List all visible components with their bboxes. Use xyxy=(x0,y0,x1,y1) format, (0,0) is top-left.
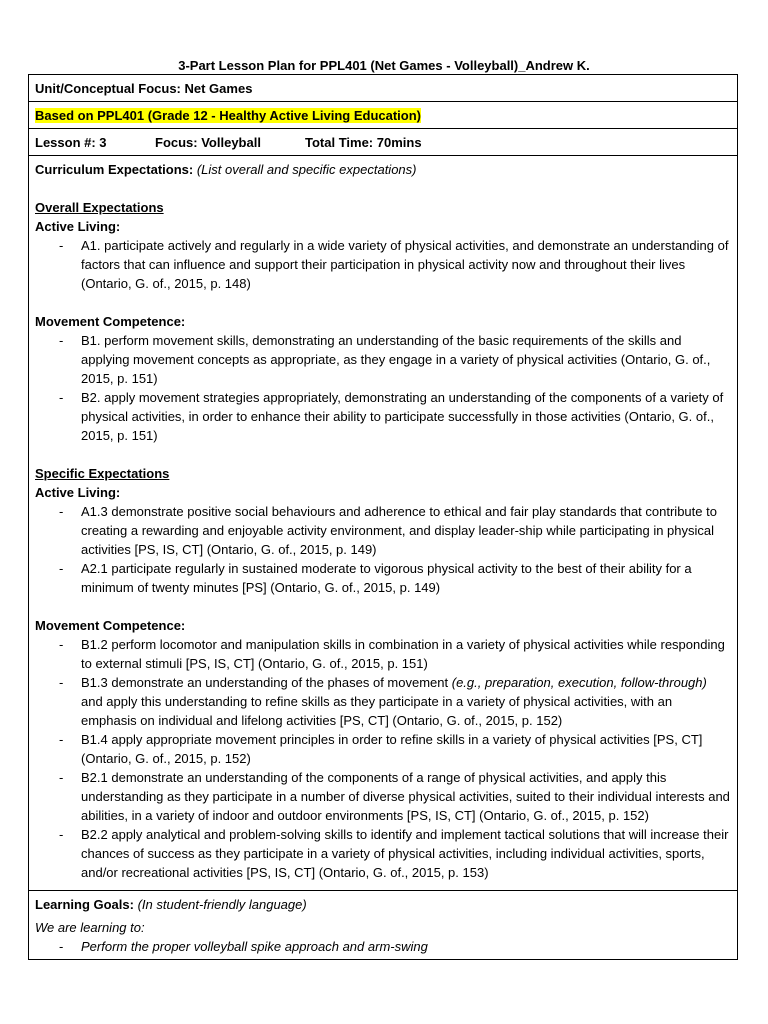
learning-goals-note: (In student-friendly language) xyxy=(137,897,307,912)
list-item: - B1. perform movement skills, demonstrating an understanding of the basic requirements of the skills and applying movement concepts as appropriate, as they engage in a variety of physical activities (Ontario, G. of., 2015, p. 151) xyxy=(59,333,711,386)
specific-movement-list xyxy=(35,635,731,882)
learning-goals-label-line xyxy=(35,895,731,914)
list-item: - A2.1 participate regularly in sustained moderate to vigorous physical activity to the best of their ability for a minimum of twenty minutes [PS] (Ontario, G. of., 2015, p. 149) xyxy=(59,561,692,595)
list-item: - B1.2 perform locomotor and manipulation skills in combination in a variety of physical activities while responding to external stimuli [PS, IS, CT] (Ontario, G. of., 2015, p. 151) xyxy=(59,637,725,671)
specific-active-list xyxy=(35,502,731,597)
list-item: - Perform the proper volleyball spike approach and arm-swing xyxy=(59,939,428,954)
list-item: - B2.1 demonstrate an understanding of the components of a range of physical activities, and apply this understanding as they participate in a number of diverse physical activities, suited to their individual interests and abilities, in a variety of indoor and outdoor environments [PS, IS, CT] (Ontario, G. of., 2015, p. 152) xyxy=(59,770,730,823)
lesson-focus: Focus: Volleyball xyxy=(155,135,261,150)
lesson-plan-table xyxy=(28,74,738,960)
curriculum-label: Curriculum Expectations: xyxy=(35,162,194,177)
list-item: - B2. apply movement strategies appropriately, demonstrating an understanding of the components of a variety of physical activities, in order to enhance their ability to participate successfully in those activities (Ontario, G. of., 2015, p. 151) xyxy=(59,390,724,443)
overall-movement-list xyxy=(35,331,731,445)
list-item: - A1. participate actively and regularly in a wide variety of physical activities, and demonstrate an understanding of factors that can influence and support their participation in physical activity now and throughout their lives (Ontario, G. of., 2015, p. 148) xyxy=(59,238,729,291)
learning-goals-row xyxy=(29,891,737,959)
based-on-highlight: Based on PPL401 (Grade 12 - Healthy Active Living Education) xyxy=(35,108,422,123)
list-item: - B1.3 demonstrate an understanding of the phases of movement (e.g., preparation, execution, follow-through) and apply this understanding to refine skills as they participate in a variety of physical activities, with an emphasis on individual and lifelong activities [PS, CT] (Ontario, G. of., 2015, p. 152) xyxy=(59,675,707,728)
curriculum-expectations-row xyxy=(29,156,737,891)
list-item: - A1.3 demonstrate positive social behaviours and adherence to ethical and fair play standards that contribute to creating a rewarding and enjoyable activity environment, and display leader-ship while participating in physical activities [PS, IS, CT] (Ontario, G. of., 2015, p. 149) xyxy=(59,504,717,557)
learning-goals-intro: We are learning to: xyxy=(35,920,145,935)
lesson-number: Lesson #: 3 xyxy=(35,135,107,150)
unit-focus-row: Unit/Conceptual Focus: Net Games xyxy=(29,75,737,102)
overall-movement-heading: Movement Competence: xyxy=(35,314,186,329)
overall-active-list xyxy=(35,236,731,293)
overall-expectations-heading: Overall Expectations xyxy=(35,200,164,215)
specific-active-living-heading: Active Living: xyxy=(35,485,121,500)
document-title: 3-Part Lesson Plan for PPL401 (Net Games - Volleyball)_Andrew K. xyxy=(178,58,590,73)
based-on-row xyxy=(29,102,737,129)
learning-goals-list xyxy=(35,937,731,956)
specific-movement-heading: Movement Competence: xyxy=(35,618,186,633)
lesson-total-time: Total Time: 70mins xyxy=(305,135,422,150)
specific-expectations-heading: Specific Expectations xyxy=(35,466,170,481)
list-item: - B2.2 apply analytical and problem-solving skills to identify and implement tactical solutions that will increase their chances of success as they participate in a variety of physical activities, including individual activities, sports, and/or recreational activities [PS, IS, CT] (Ontario, G. of., 2015, p. 153) xyxy=(59,827,729,880)
curriculum-label-line xyxy=(35,160,731,179)
curriculum-note: (List overall and specific expectations) xyxy=(196,162,417,177)
lesson-info-row xyxy=(29,129,737,156)
overall-active-living-heading: Active Living: xyxy=(35,219,121,234)
learning-goals-label: Learning Goals: xyxy=(35,897,134,912)
list-item: - B1.4 apply appropriate movement principles in order to refine skills in a variety of physical activities [PS, CT] (Ontario, G. of., 2015, p. 152) xyxy=(59,732,703,766)
